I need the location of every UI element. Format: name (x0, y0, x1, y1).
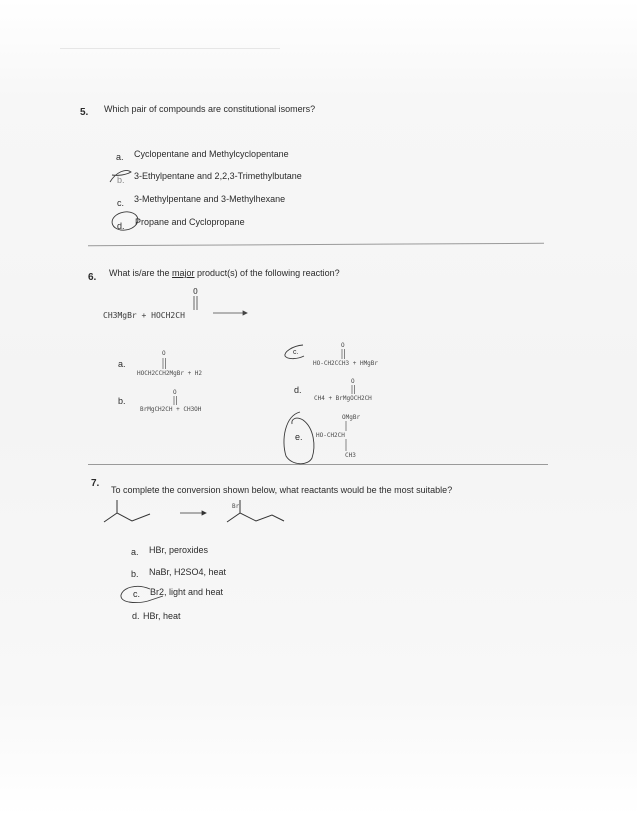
reaction-carbonyl-o: O (193, 287, 198, 296)
q5-answer-circle-d (111, 210, 140, 232)
q6-option-c-letter[interactable]: c. (293, 349, 299, 356)
reaction-arrow (213, 311, 247, 315)
q6-option-a-bond (163, 358, 166, 369)
q5-option-b-text[interactable]: 3-Ethylpentane and 2,2,3-Trimethylbutane (134, 171, 302, 181)
q7-starting-alkane (104, 500, 150, 522)
q7-bromide-product (227, 500, 284, 522)
q6-number: 6. (88, 272, 97, 283)
q7-option-c-letter[interactable]: c. (133, 589, 141, 599)
q6-answer-circle-c (285, 345, 304, 359)
q6-option-d-formula[interactable]: CH4 + BrMgOCH2CH (314, 395, 372, 402)
q6-option-a-formula[interactable]: HOCH2CCH2MgBr + H2 (137, 370, 203, 377)
q6-option-e-top: OMgBr (342, 414, 361, 421)
q5-option-a-text[interactable]: Cyclopentane and Methylcyclopentane (134, 149, 289, 159)
q7-answer-circle-c (121, 586, 163, 602)
q6-option-a-o: O (162, 350, 166, 357)
q7-number: 7. (91, 478, 100, 489)
q5-option-a-letter[interactable]: a. (116, 152, 124, 162)
q6-question: What is/are the major product(s) of the following reaction? (109, 268, 340, 278)
q5-option-b-letter[interactable]: b. (117, 175, 125, 185)
reaction-carbonyl-bond (194, 296, 197, 310)
q6-option-d-bond (352, 385, 355, 394)
q7-option-d-letter[interactable]: d. (132, 611, 140, 621)
q6-answer-circle-e (284, 412, 314, 464)
q5-option-c-letter[interactable]: c. (117, 198, 125, 208)
q6-option-b-o: O (173, 389, 177, 396)
q5-number: 5. (80, 107, 89, 118)
q7-option-d-text[interactable]: HBr, heat (143, 611, 181, 621)
q6-option-b-formula[interactable]: BrMgCH2CH + CH3OH (140, 406, 202, 413)
q7-option-b-letter[interactable]: b. (131, 569, 139, 579)
q6-option-d-o: O (351, 378, 355, 385)
q5-option-c-text[interactable]: 3-Methylpentane and 3-Methylhexane (134, 194, 286, 204)
q7-option-a-letter[interactable]: a. (131, 547, 139, 557)
q5-option-d-text[interactable]: Propane and Cyclopropane (135, 217, 245, 227)
q6-option-b-letter[interactable]: b. (118, 396, 126, 406)
q6-option-c-o: O (341, 342, 345, 349)
q6-option-e-formula[interactable]: HO-CH2CH (316, 432, 345, 439)
q5-question: Which pair of compounds are constitutional isomers? (104, 104, 316, 114)
q6-option-b-bond (174, 396, 177, 405)
reaction-reactants: CH3MgBr + HOCH2CH (103, 311, 185, 320)
q7-br-label: Br (232, 503, 240, 510)
q7-option-c-text[interactable]: Br2, light and heat (150, 587, 224, 597)
q6-emphasis: major (172, 268, 195, 278)
handwritten-marks (110, 170, 314, 602)
q7-conversion-arrow (180, 511, 206, 515)
q6-option-a-letter[interactable]: a. (118, 359, 126, 369)
q5-scribble-b (110, 170, 131, 182)
q6-option-c-formula[interactable]: HO-CH2CCH3 + HMgBr (313, 360, 379, 367)
q6-option-e-letter[interactable]: e. (295, 432, 303, 442)
q6-option-c-bond (342, 349, 345, 359)
q7-option-b-text[interactable]: NaBr, H2SO4, heat (149, 567, 227, 577)
q6-option-d-letter[interactable]: d. (294, 385, 302, 395)
q5-option-d-letter[interactable]: d. (117, 221, 125, 231)
q7-question: To complete the conversion shown below, what reactants would be the most suitable? (111, 485, 453, 495)
q6-option-e-bottom: CH3 (345, 452, 356, 459)
q7-option-a-text[interactable]: HBr, peroxides (149, 545, 209, 555)
